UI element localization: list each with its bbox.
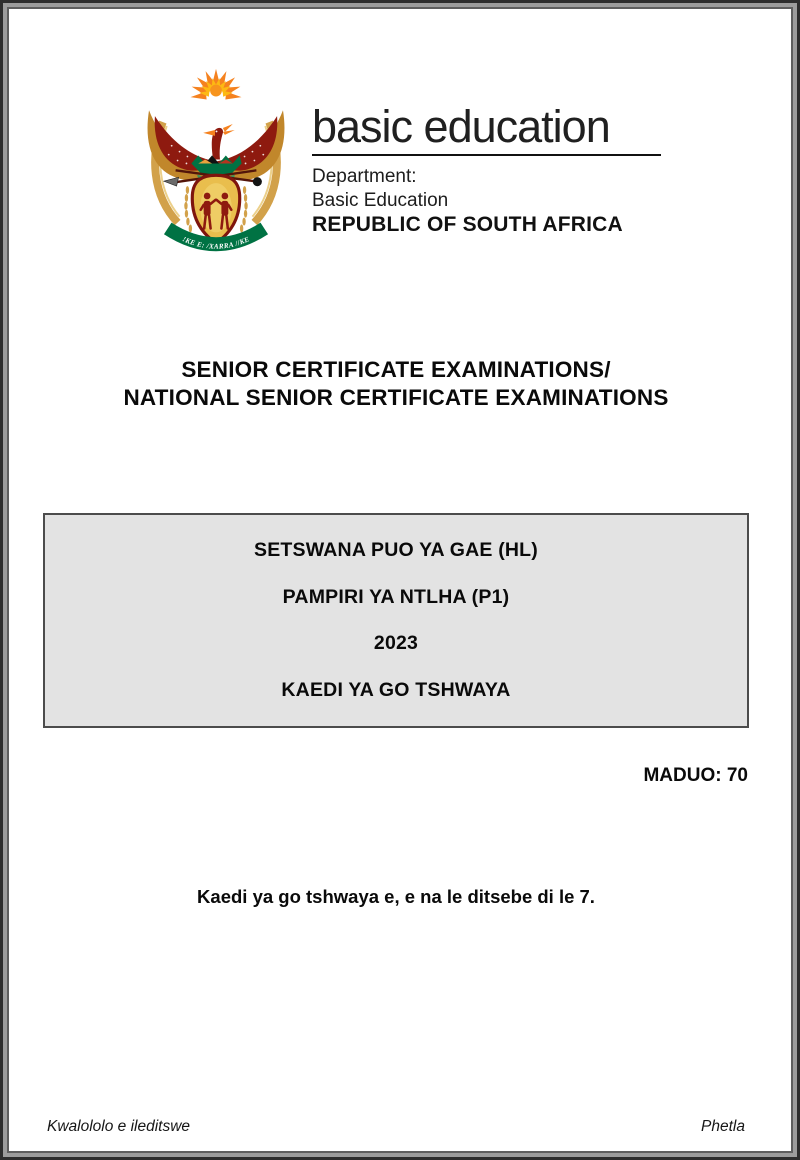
department-brand-block xyxy=(312,103,661,237)
footer-turn-over-label: Phetla xyxy=(701,1118,745,1135)
exam-title-line1: SENIOR CERTIFICATE EXAMINATIONS/ xyxy=(181,357,611,382)
paper-number: PAMPIRI YA NTLHA (P1) xyxy=(282,585,510,608)
subject-name: SETSWANA PUO YA GAE (HL) xyxy=(254,538,538,561)
department-label: Department: xyxy=(312,166,417,187)
south-africa-coat-of-arms-icon xyxy=(141,61,291,258)
country-name: REPUBLIC OF SOUTH AFRICA xyxy=(312,213,623,236)
exam-title xyxy=(43,356,749,411)
footer-copyright-note: Kwalololo e ileditswe xyxy=(47,1118,191,1135)
exam-year: 2023 xyxy=(373,632,419,655)
total-marks-label: MADUO: 70 xyxy=(643,765,748,786)
document-type: KAEDI YA GO TSHWAYA xyxy=(281,679,511,702)
department-name: Basic Education xyxy=(312,189,449,211)
exam-title-line2: NATIONAL SENIOR CERTIFICATE EXAMINATIONS xyxy=(123,384,669,410)
coat-of-arms-motto: !KE E: /XARRA //KE xyxy=(181,235,251,251)
page-count-note: Kaedi ya go tshwaya e, e na le ditsebe di le 7. xyxy=(197,886,595,907)
subject-box xyxy=(43,513,749,728)
wordmark-underline xyxy=(312,154,661,156)
basic-education-wordmark: basic education xyxy=(312,101,610,152)
